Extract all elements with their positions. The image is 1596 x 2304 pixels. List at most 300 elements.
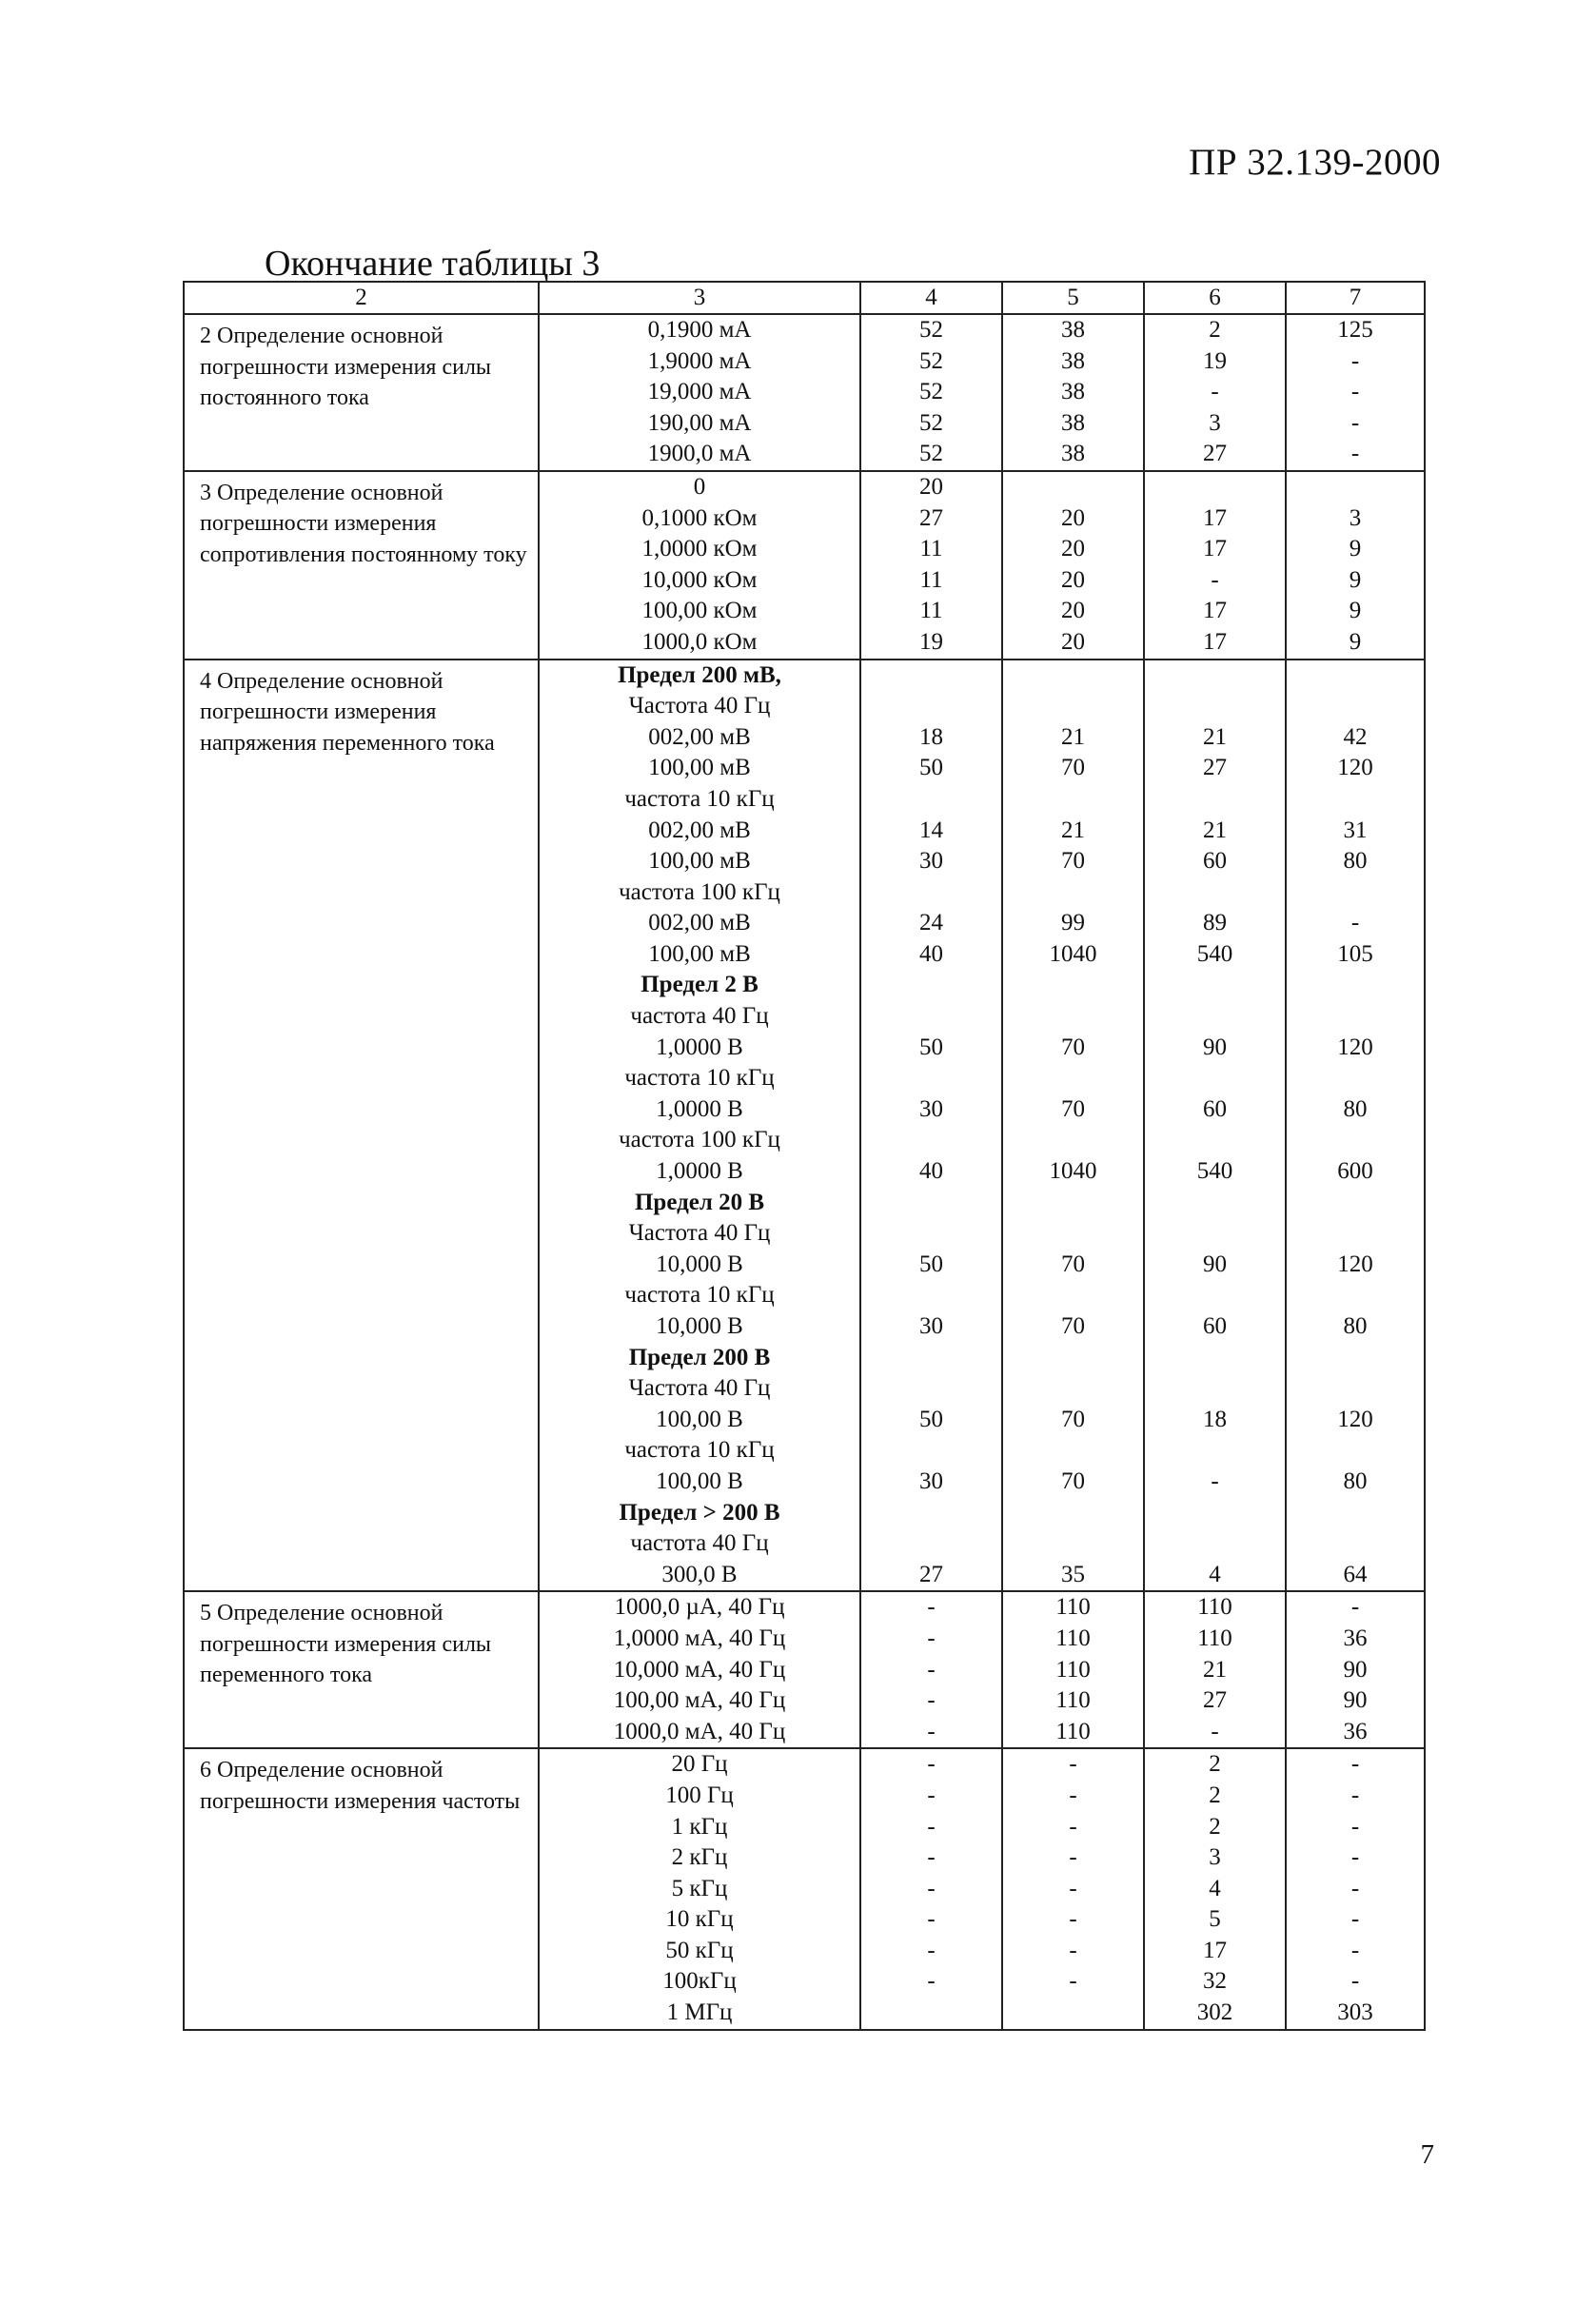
col4-value: 52	[919, 347, 943, 374]
col5-value: 70	[1061, 755, 1085, 781]
col4-value	[861, 1498, 1001, 1529]
column-header: 3	[539, 282, 860, 314]
measure-point: 1,0000 В	[656, 1095, 743, 1122]
col5-value: -	[1069, 1968, 1077, 1995]
col4-value: 52	[919, 409, 943, 436]
table-row	[184, 471, 1425, 660]
col4-value-cell	[860, 660, 1002, 1592]
col6-value: -	[1211, 1718, 1219, 1744]
col4-value	[861, 877, 1001, 909]
col6-value	[1145, 660, 1285, 692]
col5-value	[1003, 1498, 1143, 1529]
col7-value: -	[1350, 1751, 1360, 1778]
col7-value: -	[1350, 1937, 1360, 1963]
column-header: 7	[1286, 282, 1425, 314]
col7-value: -	[1350, 1844, 1360, 1871]
measure-point: 100,00 мВ	[648, 940, 751, 967]
col5-value: -	[1069, 1875, 1077, 1901]
col5-value: 70	[1061, 1313, 1085, 1339]
col6-value	[1145, 1280, 1285, 1311]
col6-value-cell	[1144, 314, 1286, 471]
col6-value-cell	[1144, 1591, 1286, 1748]
col6-value	[1145, 1343, 1285, 1374]
col4-value: 30	[919, 1095, 943, 1122]
col4-value: 27	[919, 1561, 943, 1587]
col7-value: -	[1350, 379, 1360, 405]
col7-value	[1287, 472, 1424, 503]
col4-value	[861, 660, 1001, 692]
col6-value: 3	[1209, 409, 1221, 436]
col6-value	[1145, 1373, 1285, 1405]
col5-value	[1003, 1125, 1143, 1156]
col5-value: 110	[1055, 1625, 1091, 1651]
col5-value	[1003, 784, 1143, 816]
col6-value: 32	[1203, 1968, 1227, 1995]
measure-point: частота 10 кГц	[624, 785, 775, 812]
measure-point: 002,00 мВ	[648, 910, 751, 936]
col5-value	[1003, 1528, 1143, 1560]
measure-point-cell	[539, 660, 860, 1592]
col6-value: 89	[1203, 910, 1227, 936]
col7-value: -	[1350, 1906, 1360, 1933]
col5-value: 38	[1061, 317, 1085, 343]
col6-value	[1145, 472, 1285, 503]
col7-value	[1287, 660, 1424, 692]
col7-value-cell	[1286, 1748, 1425, 2029]
col5-value: 21	[1061, 723, 1085, 750]
measure-point: частота 100 кГц	[619, 878, 780, 905]
measure-point: 1,9000 мА	[647, 347, 752, 374]
col5-value: 21	[1061, 817, 1085, 843]
measure-point: 100кГц	[662, 1968, 737, 1995]
column-header: 2	[184, 282, 539, 314]
col5-value: 110	[1055, 1594, 1091, 1621]
col4-value: -	[927, 1937, 936, 1963]
col5-value: 70	[1061, 1095, 1085, 1122]
col7-value: -	[1350, 1594, 1360, 1621]
measure-point: 100,00 В	[656, 1406, 743, 1432]
col5-value: 38	[1061, 409, 1085, 436]
col4-value: 11	[919, 536, 943, 562]
col4-value: 24	[919, 910, 943, 936]
col5-value	[1003, 1188, 1143, 1219]
col4-value: 50	[919, 1250, 943, 1277]
doc-code: ПР 32.139-2000	[1189, 142, 1441, 183]
col6-value	[1145, 970, 1285, 1001]
col5-value: 1040	[1049, 1158, 1097, 1185]
col5-value	[1003, 1280, 1143, 1311]
col7-value: -	[1350, 409, 1360, 436]
col4-value: 40	[919, 940, 943, 967]
col4-value: 30	[919, 848, 943, 875]
measure-point-cell	[539, 314, 860, 471]
col6-value: 540	[1196, 940, 1233, 967]
col4-value	[861, 1528, 1001, 1560]
col6-value	[1145, 1528, 1285, 1560]
col6-value	[1145, 1218, 1285, 1250]
col7-value: -	[1350, 347, 1360, 374]
col5-value	[1003, 472, 1143, 503]
col7-value	[1287, 1373, 1424, 1405]
col6-value	[1145, 691, 1285, 722]
col4-value: 30	[919, 1313, 943, 1339]
col7-value: 3	[1349, 504, 1362, 531]
col7-value: 31	[1343, 817, 1368, 843]
col4-value-cell	[860, 471, 1002, 660]
measure-point: 1,0000 В	[656, 1034, 743, 1060]
col7-value: 36	[1343, 1625, 1368, 1651]
col5-value-cell	[1002, 471, 1144, 660]
test-description: 3 Определение основной погрешности измерения сопротивления постоянному току	[184, 471, 539, 660]
col7-value: 64	[1343, 1561, 1368, 1587]
measure-point: 190,00 мА	[647, 409, 752, 436]
measure-point: Предел 20 В	[634, 1189, 765, 1215]
col7-value	[1287, 970, 1424, 1001]
col7-value	[1287, 784, 1424, 816]
col7-value	[1287, 1280, 1424, 1311]
col5-value: 20	[1061, 628, 1085, 655]
col6-value: 27	[1203, 755, 1227, 781]
measure-point: 0,1900 мА	[647, 317, 752, 343]
measure-point: Частота 40 Гц	[628, 693, 771, 719]
col7-value	[1287, 1063, 1424, 1094]
col5-value: 20	[1061, 598, 1085, 624]
col7-value: 105	[1337, 940, 1373, 967]
col7-value	[1287, 1188, 1424, 1219]
measure-point: 002,00 мВ	[648, 817, 751, 843]
col6-value: 18	[1203, 1406, 1227, 1432]
measure-point: 1,0000 кОм	[641, 536, 758, 562]
measure-point: частота 10 кГц	[624, 1437, 775, 1464]
col6-value: 2	[1209, 1751, 1221, 1778]
col7-value: 120	[1337, 1034, 1373, 1060]
col7-value-cell	[1286, 660, 1425, 1592]
test-description: 5 Определение основной погрешности измерения силы переменного тока	[184, 1591, 539, 1748]
table-caption: Окончание таблицы 3	[265, 244, 601, 284]
measure-point: 0	[693, 473, 706, 500]
col5-value: -	[1069, 1782, 1077, 1808]
col7-value: 125	[1337, 317, 1373, 343]
col4-value-cell	[860, 1748, 1002, 2029]
col6-value	[1145, 1498, 1285, 1529]
col4-value	[861, 1280, 1001, 1311]
measure-point: 10,000 кОм	[641, 566, 758, 593]
col5-value	[1003, 970, 1143, 1001]
col7-value: -	[1350, 1968, 1360, 1995]
measure-point: 1900,0 мА	[647, 441, 752, 467]
col6-value: 19	[1203, 347, 1227, 374]
col6-value: 27	[1203, 1687, 1227, 1714]
col4-value: -	[927, 1656, 936, 1683]
measure-point: частота 10 кГц	[624, 1065, 775, 1092]
col5-value: 110	[1055, 1687, 1091, 1714]
col4-value: -	[927, 1844, 936, 1871]
table-body	[184, 314, 1425, 2030]
col4-value: -	[927, 1625, 936, 1651]
col5-value-cell	[1002, 1591, 1144, 1748]
col7-value	[1287, 1435, 1424, 1467]
col4-value: 52	[919, 317, 943, 343]
measure-point: 300,0 В	[661, 1561, 738, 1587]
col7-value: 303	[1337, 1999, 1373, 2026]
measure-point: 002,00 мВ	[648, 723, 751, 750]
measure-point: Предел 2 В	[640, 972, 759, 998]
col5-value	[1003, 1998, 1143, 2029]
col6-value	[1145, 1435, 1285, 1467]
col6-value: 21	[1203, 723, 1227, 750]
col6-value: 4	[1209, 1875, 1221, 1901]
col7-value: 80	[1343, 1313, 1368, 1339]
data-table	[183, 281, 1426, 2031]
test-description: 4 Определение основной погрешности измерения напряжения переменного тока	[184, 660, 539, 1592]
col4-value: 40	[919, 1158, 943, 1185]
col4-value	[861, 1188, 1001, 1219]
measure-point: 1000,0 кОм	[641, 628, 758, 655]
measure-point: 2 кГц	[671, 1844, 728, 1871]
header-row	[184, 282, 1425, 314]
col6-value: 60	[1203, 1095, 1227, 1122]
col7-value: 36	[1343, 1718, 1368, 1744]
col6-value	[1145, 1125, 1285, 1156]
col5-value	[1003, 1373, 1143, 1405]
col7-value	[1287, 1498, 1424, 1529]
col5-value: -	[1069, 1844, 1077, 1871]
col6-value: 3	[1209, 1844, 1221, 1871]
col5-value: 70	[1061, 1406, 1085, 1432]
col7-value: 9	[1349, 598, 1362, 624]
col4-value	[861, 970, 1001, 1001]
measure-point: Предел 200 мВ,	[618, 661, 781, 688]
col6-value: 5	[1209, 1906, 1221, 1933]
col5-value: 38	[1061, 441, 1085, 467]
col7-value: -	[1350, 910, 1360, 936]
col6-value: 27	[1203, 441, 1227, 467]
measure-point: 5 кГц	[671, 1875, 728, 1901]
col6-value-cell	[1144, 471, 1286, 660]
measure-point: Предел > 200 В	[619, 1499, 780, 1526]
col4-value	[861, 1435, 1001, 1467]
col6-value: 17	[1203, 1937, 1227, 1963]
col4-value: 11	[919, 566, 943, 593]
col7-value-cell	[1286, 471, 1425, 660]
measure-point: 1000,0 мА, 40 Гц	[613, 1718, 786, 1744]
col4-value: 50	[919, 1034, 943, 1060]
col5-value: 70	[1061, 848, 1085, 875]
measure-point-cell	[539, 1748, 860, 2029]
col5-value-cell	[1002, 1748, 1144, 2029]
col6-value: 2	[1209, 1813, 1221, 1840]
col4-value-cell	[860, 1591, 1002, 1748]
measure-point: 10,000 мА, 40 Гц	[613, 1656, 786, 1683]
col7-value: 120	[1337, 1250, 1373, 1277]
measure-point: 10 кГц	[665, 1906, 734, 1933]
col4-value	[861, 1063, 1001, 1094]
measure-point: 100,00 В	[656, 1467, 743, 1494]
column-header: 5	[1002, 282, 1144, 314]
col4-value-cell	[860, 314, 1002, 471]
col7-value: -	[1350, 1875, 1360, 1901]
col5-value: 20	[1061, 536, 1085, 562]
measure-point: 1 кГц	[671, 1813, 728, 1840]
col7-value: -	[1350, 441, 1360, 467]
col6-value: 110	[1197, 1594, 1232, 1621]
measure-point: 10,000 В	[656, 1250, 743, 1277]
table-row	[184, 314, 1425, 471]
col5-value	[1003, 1218, 1143, 1250]
col7-value-cell	[1286, 1591, 1425, 1748]
col6-value: 21	[1203, 817, 1227, 843]
column-header: 4	[860, 282, 1002, 314]
col6-value	[1145, 1063, 1285, 1094]
col4-value: 27	[919, 504, 943, 531]
col6-value	[1145, 1001, 1285, 1033]
col6-value: 540	[1196, 1158, 1233, 1185]
measure-point: 100 Гц	[665, 1782, 734, 1808]
col4-value	[861, 1125, 1001, 1156]
col5-value	[1003, 1435, 1143, 1467]
col7-value: 9	[1349, 536, 1362, 562]
col4-value: -	[927, 1875, 936, 1901]
col7-value: 600	[1337, 1158, 1373, 1185]
col5-value	[1003, 691, 1143, 722]
col5-value: 20	[1061, 504, 1085, 531]
col7-value: 80	[1343, 1095, 1368, 1122]
col6-value: 90	[1203, 1250, 1227, 1277]
col7-value	[1287, 1528, 1424, 1560]
col4-value: 52	[919, 379, 943, 405]
col6-value	[1145, 784, 1285, 816]
col5-value: 110	[1055, 1718, 1091, 1744]
test-description: 2 Определение основной погрешности измерения силы постоянного тока	[184, 314, 539, 471]
col4-value: -	[927, 1718, 936, 1744]
measure-point: 100,00 кОм	[641, 598, 758, 624]
col5-value-cell	[1002, 660, 1144, 1592]
col4-value	[861, 691, 1001, 722]
col5-value: 20	[1061, 566, 1085, 593]
col4-value: -	[927, 1813, 936, 1840]
measure-point-cell	[539, 1591, 860, 1748]
col4-value: 14	[919, 817, 943, 843]
measure-point: Предел 200 В	[628, 1344, 771, 1370]
col6-value: 2	[1209, 317, 1221, 343]
measure-point: 10,000 В	[656, 1313, 743, 1339]
col4-value: -	[927, 1906, 936, 1933]
table-row	[184, 1591, 1425, 1748]
measure-point-cell	[539, 471, 860, 660]
page-number: 7	[1420, 2139, 1434, 2170]
col7-value	[1287, 877, 1424, 909]
col6-value: 110	[1197, 1625, 1232, 1651]
col7-value: 42	[1343, 723, 1368, 750]
col6-value: -	[1211, 1467, 1219, 1494]
col5-value	[1003, 1343, 1143, 1374]
col5-value: 110	[1055, 1656, 1091, 1683]
col7-value: 90	[1343, 1687, 1368, 1714]
col4-value	[861, 784, 1001, 816]
measure-point: 1 МГц	[666, 1999, 733, 2026]
measure-point: 1,0000 мА, 40 Гц	[613, 1625, 786, 1651]
col5-value: 38	[1061, 379, 1085, 405]
col6-value	[1145, 1188, 1285, 1219]
col5-value: 35	[1061, 1561, 1085, 1587]
col7-value: -	[1350, 1782, 1360, 1808]
measure-point: 20 Гц	[671, 1751, 728, 1778]
col6-value	[1145, 877, 1285, 909]
col5-value-cell	[1002, 314, 1144, 471]
col4-value: -	[927, 1968, 936, 1995]
col5-value: -	[1069, 1937, 1077, 1963]
measure-point: Частота 40 Гц	[628, 1375, 771, 1402]
measure-point: частота 40 Гц	[630, 1003, 769, 1030]
col7-value: 80	[1343, 1467, 1368, 1494]
col7-value	[1287, 1125, 1424, 1156]
col7-value	[1287, 1001, 1424, 1033]
measure-point: частота 10 кГц	[624, 1282, 775, 1309]
col6-value: -	[1211, 379, 1219, 405]
column-header: 6	[1144, 282, 1286, 314]
col5-value	[1003, 1001, 1143, 1033]
col4-value: 50	[919, 755, 943, 781]
col4-value: 52	[919, 441, 943, 467]
col4-value	[861, 1001, 1001, 1033]
col7-value-cell	[1286, 314, 1425, 471]
col5-value: -	[1069, 1906, 1077, 1933]
measure-point: 19,000 мА	[647, 379, 752, 405]
measure-point: 50 кГц	[665, 1937, 734, 1963]
col7-value: 120	[1337, 1406, 1373, 1432]
col7-value: 80	[1343, 848, 1368, 875]
col5-value: 70	[1061, 1467, 1085, 1494]
measure-point: 1,0000 В	[656, 1158, 743, 1185]
measure-point: 100,00 мВ	[648, 848, 751, 875]
measure-point: частота 100 кГц	[619, 1127, 780, 1153]
col5-value: 1040	[1049, 940, 1097, 967]
measure-point: 0,1000 кОм	[641, 504, 758, 531]
col5-value: -	[1069, 1813, 1077, 1840]
col6-value-cell	[1144, 660, 1286, 1592]
col5-value	[1003, 1063, 1143, 1094]
col4-value: -	[927, 1751, 936, 1778]
col6-value: 302	[1196, 1999, 1233, 2026]
measure-point: 100,00 мА, 40 Гц	[613, 1687, 786, 1714]
col4-value: 50	[919, 1406, 943, 1432]
col6-value-cell	[1144, 1748, 1286, 2029]
measure-point: Частота 40 Гц	[628, 1220, 771, 1247]
col7-value: 90	[1343, 1656, 1368, 1683]
table-row	[184, 660, 1425, 1592]
col6-value: 17	[1203, 504, 1227, 531]
col4-value: -	[927, 1687, 936, 1714]
col7-value: 120	[1337, 755, 1373, 781]
col4-value: 20	[919, 473, 943, 500]
col7-value	[1287, 1218, 1424, 1250]
col5-value: 70	[1061, 1034, 1085, 1060]
col4-value	[861, 1343, 1001, 1374]
col5-value: 38	[1061, 347, 1085, 374]
measure-point: частота 40 Гц	[630, 1530, 769, 1557]
col6-value: 90	[1203, 1034, 1227, 1060]
col7-value: 9	[1349, 628, 1362, 655]
col6-value: 2	[1209, 1782, 1221, 1808]
col7-value: 9	[1349, 566, 1362, 593]
col6-value: 17	[1203, 628, 1227, 655]
col7-value	[1287, 691, 1424, 722]
col4-value: -	[927, 1782, 936, 1808]
col5-value: 70	[1061, 1250, 1085, 1277]
col5-value	[1003, 877, 1143, 909]
col6-value: 4	[1209, 1561, 1221, 1587]
col4-value: 11	[919, 598, 943, 624]
